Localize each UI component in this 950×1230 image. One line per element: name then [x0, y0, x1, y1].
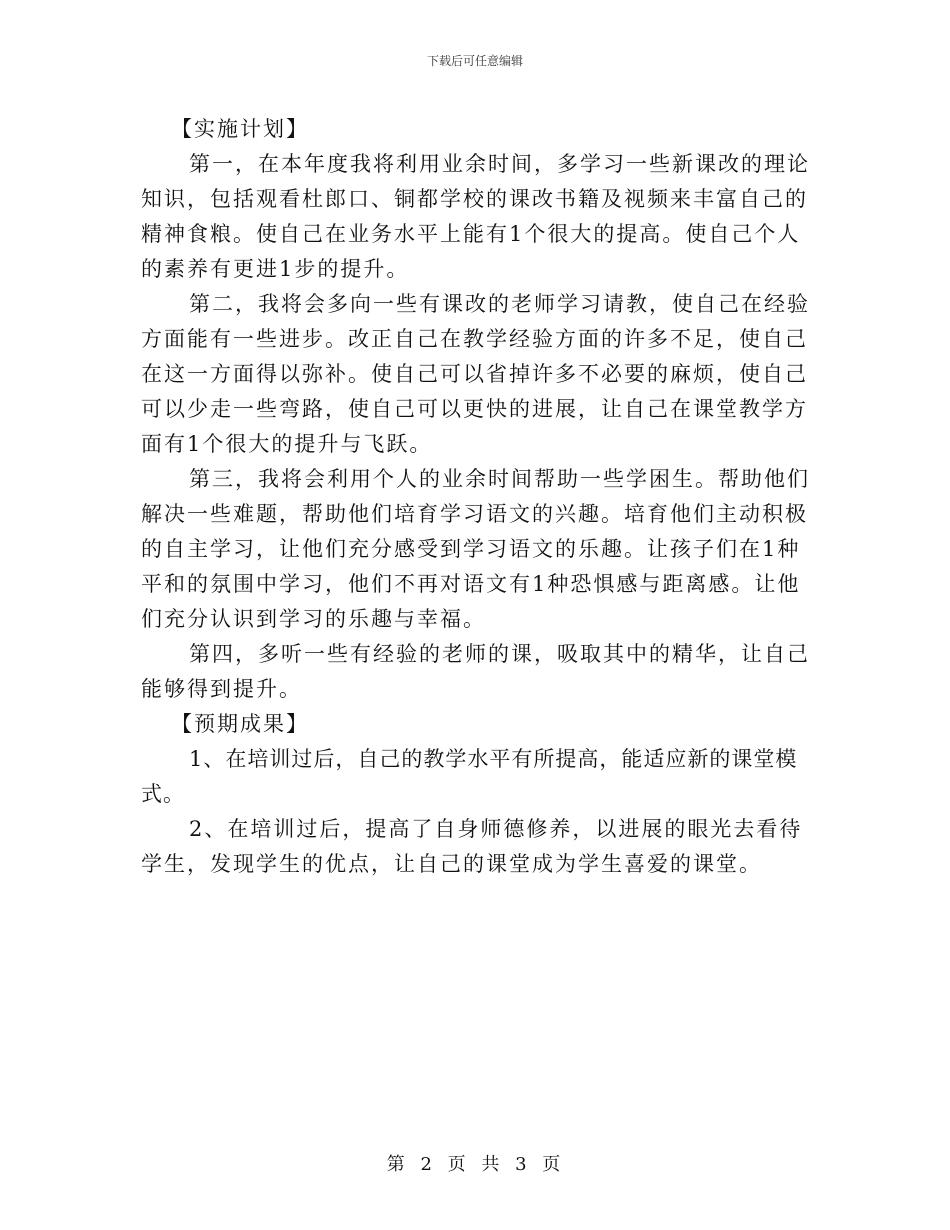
results-paragraph-1: 1、在培训过后，自己的教学水平有所提高，能适应新的课堂模式。 — [141, 747, 798, 806]
plan-paragraph-1: 第一，在本年度我将利用业余时间，多学习一些新课改的理论知识，包括观看杜郎口、铜都学校的课改书籍及视频来丰富自己的精神食粮。使自己在业务水平上能有1个很大的提高。使自己个人的素养有更进1步的提升。 — [141, 152, 810, 281]
results-paragraph-2: 2、在培训过后，提高了自身师德修养，以进展的眼光去看待学生，发现学生的优点，让自己的课堂成为学生喜爱的课堂。 — [141, 817, 803, 876]
results-heading: 【预期成果】 — [171, 712, 309, 736]
plan-paragraph-4: 第四，多听一些有经验的老师的课，吸取其中的精华，让自己能够得到提升。 — [141, 642, 810, 701]
document-body — [141, 112, 821, 882]
page-number: 第 2 页 共 3 页 — [386, 1154, 564, 1175]
page-header-note: 下载后可任意编辑 — [426, 54, 523, 68]
plan-heading: 【实施计划】 — [171, 117, 309, 141]
plan-paragraph-2: 第二，我将会多向一些有课改的老师学习请教，使自己在经验方面能有一些进步。改正自己在教学经验方面的许多不足，使自己在这一方面得以弥补。使自己可以省掉许多不必要的麻烦，使自己可以少走一些弯路，使自己可以更快的进展，让自己在课堂教学方面有1个很大的提升与飞跃。 — [141, 292, 810, 456]
plan-paragraph-3: 第三，我将会利用个人的业余时间帮助一些学困生。帮助他们解决一些难题，帮助他们培育学习语文的兴趣。培育他们主动积极的自主学习，让他们充分感受到学习语文的乐趣。让孩子们在1种平和的氛围中学习，他们不再对语文有1种恐惧感与距离感。让他们充分认识到学习的乐趣与幸福。 — [141, 467, 810, 631]
